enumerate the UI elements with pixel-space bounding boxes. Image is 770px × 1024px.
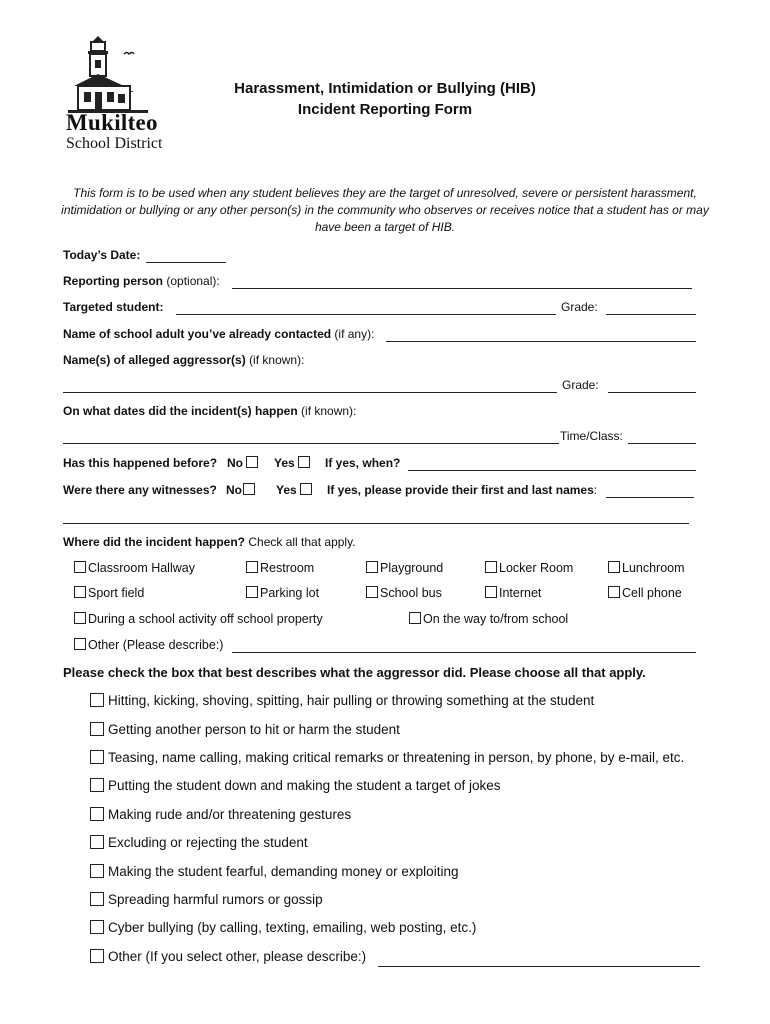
witnesses-yes-checkbox[interactable] (300, 483, 312, 495)
logo-name: Mukilteo (66, 110, 158, 135)
form-instructions: This form is to be used when any student believes they are the target of unresolved, severe or persistent harassment, intimidation or bullying or any other person(s) in the community who observes or receives notice that a student has or may have been a target of HIB. (61, 186, 709, 234)
aggressors-field[interactable] (63, 392, 557, 393)
reporting-person-label: Reporting person (optional): (63, 274, 220, 288)
checkbox-icon[interactable] (485, 561, 497, 573)
happened-before-label: Has this happened before? (63, 456, 218, 470)
action-option-getting-another-person[interactable]: Getting another person to hit or harm the student (90, 722, 400, 737)
reporting-person-field[interactable] (232, 288, 692, 289)
happened-before-yes-checkbox[interactable] (298, 456, 310, 468)
checkbox-icon[interactable] (608, 561, 620, 573)
action-other-field[interactable] (378, 966, 700, 967)
checkbox-icon[interactable] (74, 612, 86, 624)
action-option-hitting[interactable]: Hitting, kicking, shoving, spitting, hair pulling or throwing something at the student (90, 693, 594, 708)
dates-field[interactable] (63, 443, 559, 444)
witness-names-field-2[interactable] (63, 523, 689, 524)
todays-date-label: Today’s Date: (63, 248, 141, 262)
action-option-rude-gestures[interactable]: Making rude and/or threatening gestures (90, 807, 351, 822)
witnesses-no[interactable]: No (226, 483, 257, 497)
time-class-label: Time/Class: (560, 429, 623, 443)
location-option-locker-room[interactable]: Locker Room (485, 561, 573, 575)
logo-subtitle: School District (66, 135, 163, 152)
location-option-playground[interactable]: Playground (366, 561, 443, 575)
checkbox-icon[interactable] (246, 586, 258, 598)
checkbox-icon[interactable] (366, 586, 378, 598)
aggressor-grade-field[interactable] (608, 392, 696, 393)
checkbox-icon[interactable] (90, 807, 104, 821)
location-option-other[interactable]: Other (Please describe:) (74, 638, 223, 652)
location-option-school-activity-off-property[interactable]: During a school activity off school property (74, 612, 323, 626)
checkbox-icon[interactable] (90, 835, 104, 849)
targeted-student-label: Targeted student: (63, 300, 164, 314)
location-option-restroom[interactable]: Restroom (246, 561, 314, 575)
location-option-sport-field[interactable]: Sport field (74, 586, 144, 600)
location-option-school-bus[interactable]: School bus (366, 586, 442, 600)
checkbox-icon[interactable] (74, 586, 86, 598)
checkbox-icon[interactable] (90, 949, 104, 963)
checkbox-icon[interactable] (246, 561, 258, 573)
checkbox-icon[interactable] (90, 864, 104, 878)
location-option-cell-phone[interactable]: Cell phone (608, 586, 682, 600)
targeted-student-field[interactable] (176, 314, 556, 315)
action-option-fearful[interactable]: Making the student fearful, demanding money or exploiting (90, 864, 458, 879)
action-option-rumors[interactable]: Spreading harmful rumors or gossip (90, 892, 323, 907)
school-adult-field[interactable] (386, 341, 696, 342)
checkbox-icon[interactable] (90, 778, 104, 792)
checkbox-icon[interactable] (90, 750, 104, 764)
checkbox-icon[interactable] (409, 612, 421, 624)
checkbox-icon[interactable] (74, 638, 86, 650)
action-option-teasing[interactable]: Teasing, name calling, making critical remarks or threatening in person, by phone, by e-mail, etc. (90, 750, 684, 765)
school-adult-label: Name of school adult you’ve already contacted (if any): (63, 327, 375, 341)
checkbox-icon[interactable] (608, 586, 620, 598)
witnesses-label: Were there any witnesses? (63, 483, 217, 497)
location-other-field[interactable] (232, 652, 696, 653)
checkbox-icon[interactable] (366, 561, 378, 573)
checkbox-icon[interactable] (74, 561, 86, 573)
happened-before-no[interactable]: No (227, 456, 260, 470)
todays-date-field[interactable] (146, 262, 226, 263)
happened-before-yes[interactable]: Yes (274, 456, 312, 470)
checkbox-icon[interactable] (90, 892, 104, 906)
checkbox-icon[interactable] (90, 722, 104, 736)
targeted-student-grade-field[interactable] (606, 314, 696, 315)
location-option-way-to-from-school[interactable]: On the way to/from school (409, 612, 568, 626)
action-option-excluding[interactable]: Excluding or rejecting the student (90, 835, 308, 850)
district-logo (62, 34, 172, 161)
aggressor-grade-label: Grade: (562, 378, 599, 392)
witnesses-no-checkbox[interactable] (243, 483, 255, 495)
if-yes-when-label: If yes, when? (325, 456, 401, 470)
witness-names-label: If yes, please provide their first and last names: (327, 483, 598, 497)
location-option-lunchroom[interactable]: Lunchroom (608, 561, 685, 575)
grade-label: Grade: (561, 300, 598, 314)
title-line-1: Harassment, Intimidation or Bullying (HIB) (234, 80, 536, 97)
location-option-internet[interactable]: Internet (485, 586, 541, 600)
actions-heading: Please check the box that best describes what the aggressor did. Please choose all that apply. (63, 665, 646, 680)
location-question: Where did the incident happen? Check all that apply. (63, 535, 356, 549)
witness-names-field[interactable] (606, 497, 694, 498)
dates-label: On what dates did the incident(s) happen (if known): (63, 404, 357, 418)
action-option-cyber-bullying[interactable]: Cyber bullying (by calling, texting, emailing, web posting, etc.) (90, 920, 476, 935)
title-line-2: Incident Reporting Form (297, 101, 473, 118)
checkbox-icon[interactable] (90, 693, 104, 707)
time-class-field[interactable] (628, 443, 696, 444)
checkbox-icon[interactable] (485, 586, 497, 598)
aggressors-label: Name(s) of alleged aggressor(s) (if known): (63, 353, 305, 367)
if-yes-when-field[interactable] (408, 470, 696, 471)
checkbox-icon[interactable] (90, 920, 104, 934)
action-option-putting-down[interactable]: Putting the student down and making the student a target of jokes (90, 778, 501, 793)
witnesses-yes[interactable]: Yes (276, 483, 314, 497)
happened-before-no-checkbox[interactable] (246, 456, 258, 468)
location-option-classroom-hallway[interactable]: Classroom Hallway (74, 561, 195, 575)
form-title (200, 78, 570, 120)
location-option-parking-lot[interactable]: Parking lot (246, 586, 319, 600)
action-option-other[interactable]: Other (If you select other, please describe:) (90, 949, 366, 964)
